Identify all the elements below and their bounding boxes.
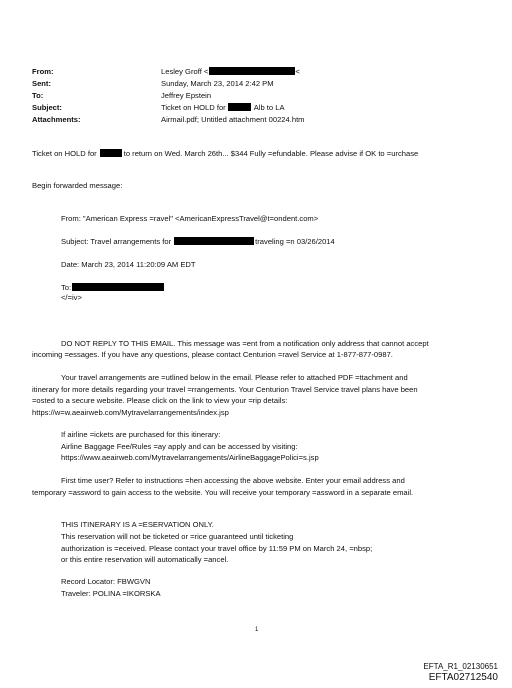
- hold-message: Ticket on HOLD for to return on Wed. March 26th... $344 Fully =efundable. Please advise if OK to =urchase: [32, 149, 419, 158]
- from-label: From:: [32, 67, 54, 76]
- paragraph-5-line-3: authorization is =eceived. Please contact your travel office by 11:59 PM on March 24, =nbsp;: [61, 544, 373, 553]
- paragraph-5-line-1: THIS ITINERARY IS A =ESERVATION ONLY.: [61, 520, 214, 529]
- redaction-bar: [174, 237, 254, 245]
- to-label: To:: [32, 91, 44, 100]
- attachments-label: Attachments:: [32, 115, 81, 124]
- paragraph-4-line-1: First time user? Refer to instructions =hen accessing the above website. Enter your email address and: [61, 476, 405, 485]
- page-number: 1: [255, 627, 259, 633]
- redaction-bar: [228, 103, 251, 111]
- paragraph-5-line-4: or this entire reservation will automatically =ancel.: [61, 555, 229, 564]
- paragraph-3-line-2: Airline Baggage Fee/Rules =ay apply and can be accessed by visiting:: [61, 442, 298, 451]
- paragraph-3-line-1: If airline =ickets are purchased for this itinerary:: [61, 430, 221, 439]
- begin-forwarded: Begin forwarded message:: [32, 181, 123, 190]
- redaction-bar: [100, 149, 122, 157]
- paragraph-2-line-3: =osted to a secure website. Please click on the link to view your =rip details:: [32, 396, 288, 405]
- paragraph-1-line-1: DO NOT REPLY TO THIS EMAIL. This message was =ent from a notification only address that cannot accept: [61, 339, 429, 348]
- bates-stamp-large: EFTA02712540: [428, 672, 498, 683]
- fwd-to: To:: [61, 283, 164, 292]
- paragraph-2-link[interactable]: https://w=w.aeairweb.com/Mytravelarrangements/index.jsp: [32, 408, 229, 417]
- sent-value: Sunday, March 23, 2014 2:42 PM: [161, 79, 274, 88]
- to-value: Jeffrey Epstein: [161, 91, 212, 100]
- paragraph-5-line-2: This reservation will not be ticketed or =rice guaranteed until ticketing: [61, 532, 294, 541]
- from-value: Lesley Groff < <: [161, 67, 300, 76]
- paragraph-3-link[interactable]: https://www.aeairweb.com/Mytravelarrangements/AirlineBaggagePolici=s.jsp: [61, 453, 319, 462]
- subject-value: Ticket on HOLD for Alb to LA: [161, 103, 285, 112]
- sent-label: Sent:: [32, 79, 51, 88]
- record-locator: Record Locator: FBWGVN: [61, 577, 151, 586]
- fwd-from: From: "American Express =ravel" <AmericanExpressTravel@t=ondent.com>: [61, 214, 319, 223]
- paragraph-1-line-2: incoming =essages. If you have any questions, please contact Centurion =ravel Service at 1-877-877-0987.: [32, 350, 393, 359]
- paragraph-4-line-2: temporary =assword to gain access to the website. You will receive your temporary =assword in a separate email.: [32, 488, 414, 497]
- subject-label: Subject:: [32, 103, 62, 112]
- traveler: Traveler: POLINA =IKORSKA: [61, 589, 161, 598]
- fwd-date: Date: March 23, 2014 11:20:09 AM EDT: [61, 260, 196, 269]
- redaction-bar: [209, 67, 295, 75]
- bates-stamp-small: EFTA_R1_02130651: [423, 662, 498, 671]
- fwd-subject: Subject: Travel arrangements for traveling =n 03/26/2014: [61, 237, 335, 246]
- redaction-bar: [72, 283, 164, 291]
- paragraph-2-line-2: itinerary for more details regarding your travel =rrangements. Your Centurion Travel Service travel plans have been: [32, 385, 418, 394]
- attachments-value: Airmail.pdf; Untitled attachment 00224.htm: [161, 115, 305, 124]
- fwd-div: </=iv>: [61, 293, 82, 302]
- paragraph-2-line-1: Your travel arrangements are =utlined below in the email. Please refer to attached PDF =ttachment and: [61, 373, 408, 382]
